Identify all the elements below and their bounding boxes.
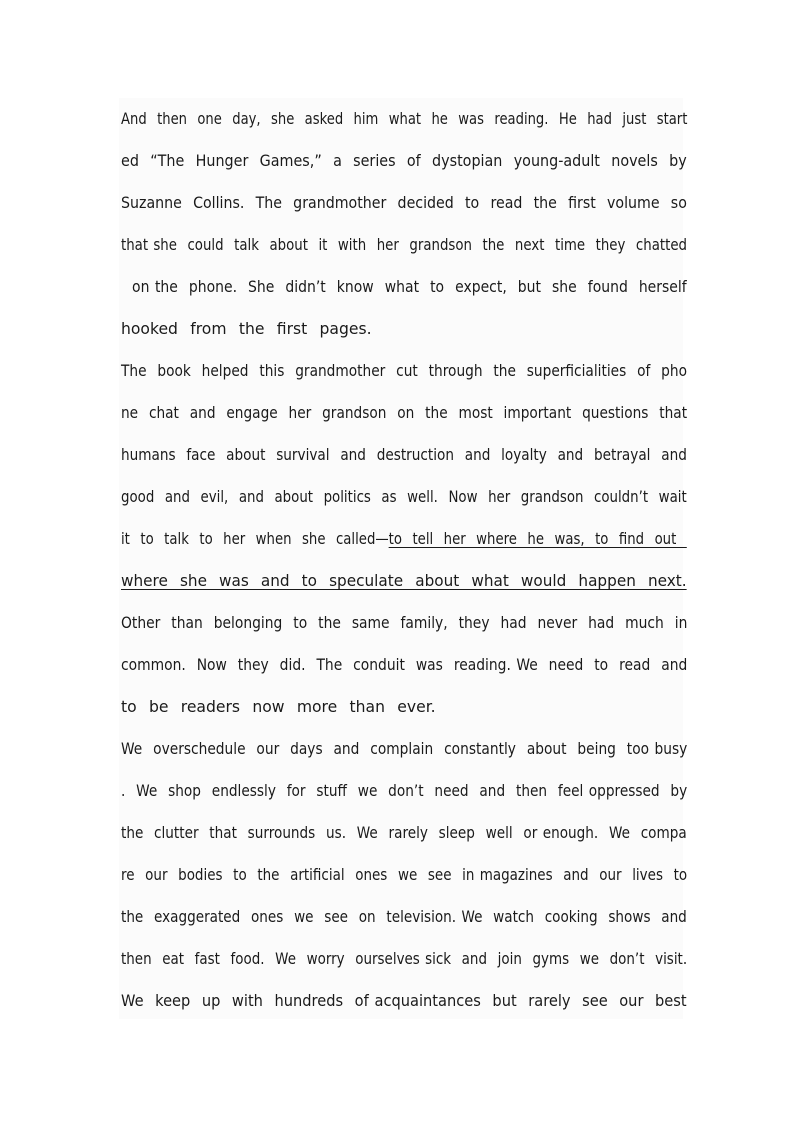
text-line: the exaggerated ones we see on television. We watch cooking shows and (121, 908, 687, 926)
text-line: humans face about survival and destruction and loyalty and betrayal and (121, 446, 687, 464)
text-line: ed “The Hunger Games,” a series of dystopian young-adult novels by (121, 152, 687, 170)
text-line: We overschedule our days and complain constantly about being too busy (121, 740, 688, 758)
text-line: that she could talk about it with her grandson the next time they chatted (121, 236, 687, 254)
text-line: re our bodies to the artificial ones we see in magazines and our lives to (121, 866, 688, 884)
text-line: then eat fast food. We worry ourselves sick and join gyms we don’t visit. (121, 950, 688, 968)
text-line: to be readers now more than ever. (121, 698, 436, 716)
underlined-text-line: where she was and to speculate about what would happen next. (121, 572, 687, 590)
underlined-text: to tell her where he was, to find out (388, 530, 687, 548)
text-line: ne chat and engage her grandson on the most important questions that (121, 404, 688, 422)
text-line: Suzanne Collins. The grandmother decided to read the first volume so (121, 194, 687, 212)
text-line (121, 518, 687, 560)
text-line: We keep up with hundreds of acquaintances but rarely see our best (121, 992, 687, 1010)
text-line: The book helped this grandmother cut through the superficialities of pho (121, 362, 687, 380)
text-line: And then one day, she asked him what he was reading. He had just start (121, 110, 688, 128)
text-line: . We shop endlessly for stuff we don’t need and then feel oppressed by (121, 782, 688, 800)
text-line: good and evil, and about politics as well. Now her grandson couldn’t wait (121, 488, 687, 506)
text-line: hooked from the first pages. (121, 320, 372, 338)
text-line: Other than belonging to the same family, they had never had much in (121, 614, 688, 632)
text-line: common. Now they did. The conduit was reading. We need to read and (121, 656, 688, 674)
text-segment: it to talk to her when she called— (121, 530, 389, 548)
text-line: the clutter that surrounds us. We rarely sleep well or enough. We compa (121, 824, 687, 842)
text-line: on the phone. She didn’t know what to expect, but she found herself (121, 278, 687, 296)
